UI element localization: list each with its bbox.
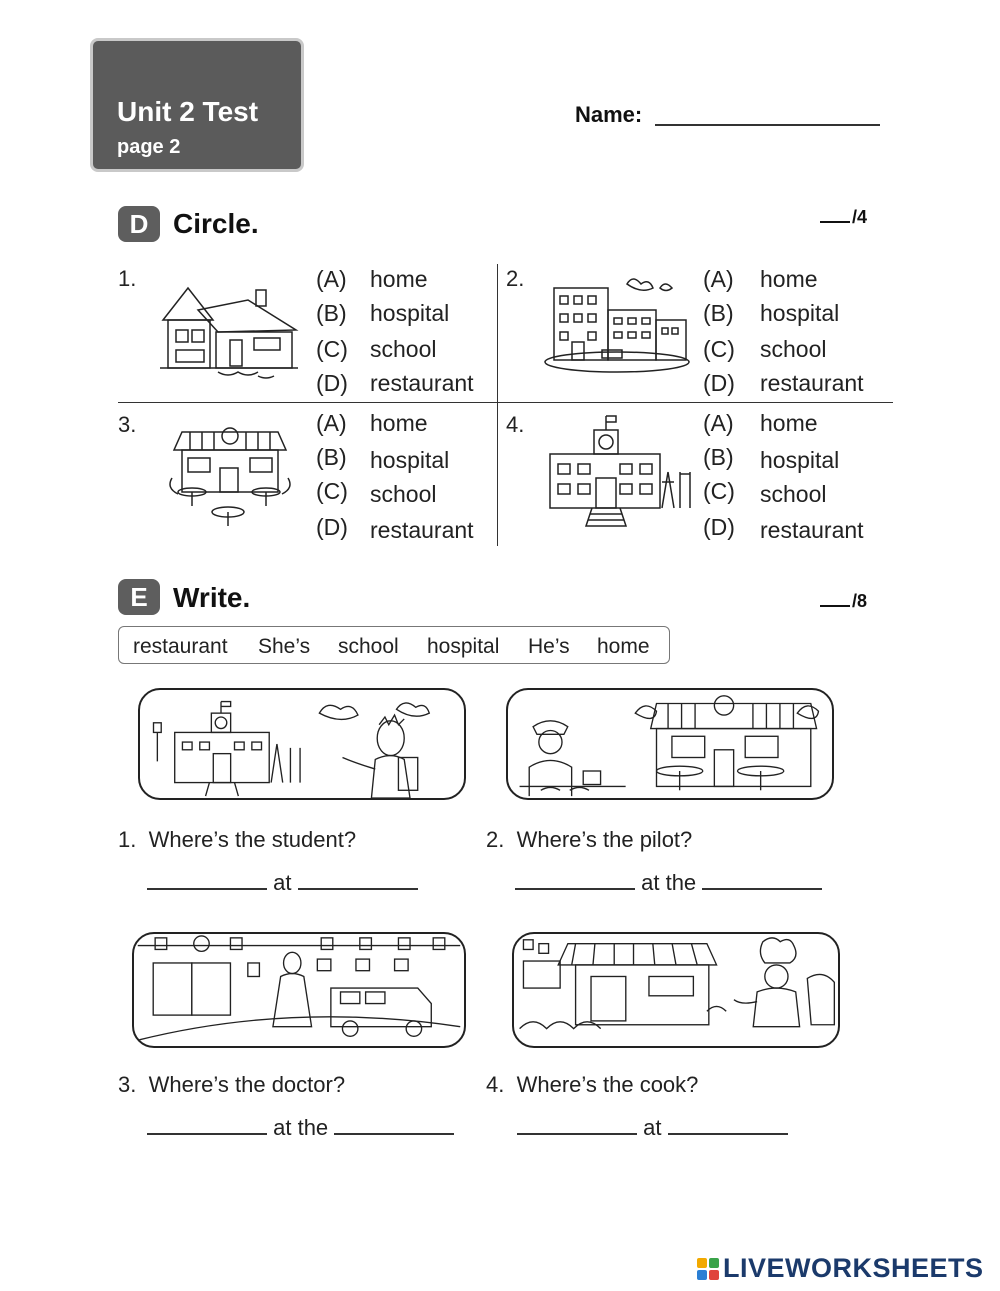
option-letter: (A) bbox=[703, 410, 734, 436]
section-e-title: Write. bbox=[173, 582, 251, 613]
question-2: 2. Where’s the pilot? bbox=[486, 827, 693, 852]
option-letter: (B) bbox=[703, 300, 734, 326]
answer-line-4 bbox=[517, 1115, 788, 1141]
option-home[interactable]: home bbox=[370, 410, 428, 436]
answer-line-1 bbox=[147, 870, 418, 896]
option-school[interactable]: school bbox=[370, 481, 437, 507]
section-e-score: /8 bbox=[820, 591, 867, 612]
option-letter: (B) bbox=[316, 300, 347, 326]
option-restaurant[interactable]: restaurant bbox=[760, 370, 864, 396]
option-school[interactable]: school bbox=[760, 481, 827, 507]
option-letter: (D) bbox=[703, 370, 735, 396]
question-number: 1. bbox=[118, 266, 137, 291]
hospital-picture bbox=[542, 270, 692, 376]
house-picture bbox=[158, 280, 300, 388]
section-d-title: Circle. bbox=[173, 208, 259, 239]
scene-cook-home bbox=[512, 932, 840, 1048]
school-picture bbox=[544, 412, 694, 528]
option-restaurant[interactable]: restaurant bbox=[760, 517, 864, 543]
logo-text: LIVEWORKSHEETS bbox=[723, 1253, 984, 1283]
option-letter: (C) bbox=[703, 478, 735, 504]
option-letter: (A) bbox=[703, 266, 734, 292]
question-number: 4. bbox=[506, 412, 525, 437]
answer-blank-3b[interactable] bbox=[334, 1133, 454, 1135]
connector-text: at bbox=[273, 870, 292, 895]
section-d-score: /4 bbox=[820, 207, 867, 228]
option-school[interactable]: school bbox=[370, 336, 437, 362]
answer-blank-2a[interactable] bbox=[515, 888, 635, 890]
question-number: 2. bbox=[506, 266, 525, 291]
option-restaurant[interactable]: restaurant bbox=[370, 370, 474, 396]
word-bank bbox=[118, 626, 670, 664]
answer-blank-3a[interactable] bbox=[147, 1133, 267, 1135]
word-bank-item: He’s bbox=[528, 635, 570, 658]
option-home[interactable]: home bbox=[370, 266, 428, 292]
option-letter: (B) bbox=[316, 444, 347, 470]
section-e-badge: E bbox=[118, 579, 160, 615]
restaurant-picture bbox=[162, 418, 298, 528]
answer-blank-1b[interactable] bbox=[298, 888, 418, 890]
logo-blocks-icon bbox=[697, 1258, 719, 1280]
section-d-badge: D bbox=[118, 206, 160, 242]
unit-title: Unit 2 Test bbox=[117, 96, 259, 127]
grid-divider-vertical bbox=[497, 264, 498, 546]
word-bank-item: home bbox=[597, 635, 650, 658]
connector-text: at the bbox=[641, 870, 697, 895]
option-home[interactable]: home bbox=[760, 266, 818, 292]
scene-student-school bbox=[138, 688, 466, 800]
option-letter: (C) bbox=[316, 478, 348, 504]
connector-text: at the bbox=[273, 1115, 329, 1140]
question-4: 4. Where’s the cook? bbox=[486, 1072, 699, 1097]
option-letter: (C) bbox=[703, 336, 735, 362]
logo-block bbox=[709, 1270, 719, 1280]
option-letter: (C) bbox=[316, 336, 348, 362]
answer-line-2 bbox=[515, 870, 822, 896]
option-restaurant[interactable]: restaurant bbox=[370, 517, 474, 543]
option-home[interactable]: home bbox=[760, 410, 818, 436]
question-3: 3. Where’s the doctor? bbox=[118, 1072, 346, 1097]
word-bank-item: hospital bbox=[427, 635, 500, 658]
answer-blank-2b[interactable] bbox=[702, 888, 822, 890]
logo-block bbox=[709, 1258, 719, 1268]
liveworksheets-logo bbox=[697, 1253, 984, 1284]
question-number: 3. bbox=[118, 412, 137, 437]
question-1: 1. Where’s the student? bbox=[118, 827, 357, 852]
name-label: Name: bbox=[575, 102, 643, 127]
word-bank-item: restaurant bbox=[133, 635, 228, 658]
answer-blank-1a[interactable] bbox=[147, 888, 267, 890]
word-bank-item: She’s bbox=[258, 635, 311, 658]
name-input-line[interactable] bbox=[655, 124, 880, 126]
logo-block bbox=[697, 1258, 707, 1268]
answer-blank-4b[interactable] bbox=[668, 1133, 788, 1135]
logo-block bbox=[697, 1270, 707, 1280]
answer-blank-4a[interactable] bbox=[517, 1133, 637, 1135]
option-letter: (D) bbox=[703, 514, 735, 540]
answer-line-3 bbox=[147, 1115, 454, 1141]
option-letter: (A) bbox=[316, 266, 347, 292]
grid-divider-horizontal bbox=[118, 402, 893, 403]
option-hospital[interactable]: hospital bbox=[760, 300, 840, 326]
option-school[interactable]: school bbox=[760, 336, 827, 362]
connector-text: at bbox=[643, 1115, 662, 1140]
option-letter: (D) bbox=[316, 514, 348, 540]
option-letter: (D) bbox=[316, 370, 348, 396]
option-letter: (B) bbox=[703, 444, 734, 470]
option-hospital[interactable]: hospital bbox=[370, 300, 450, 326]
scene-pilot-restaurant bbox=[506, 688, 834, 800]
option-hospital[interactable]: hospital bbox=[760, 447, 840, 473]
word-bank-item: school bbox=[338, 635, 399, 658]
unit-page: page 2 bbox=[117, 136, 181, 158]
scene-doctor-hospital bbox=[132, 932, 466, 1048]
option-hospital[interactable]: hospital bbox=[370, 447, 450, 473]
option-letter: (A) bbox=[316, 410, 347, 436]
